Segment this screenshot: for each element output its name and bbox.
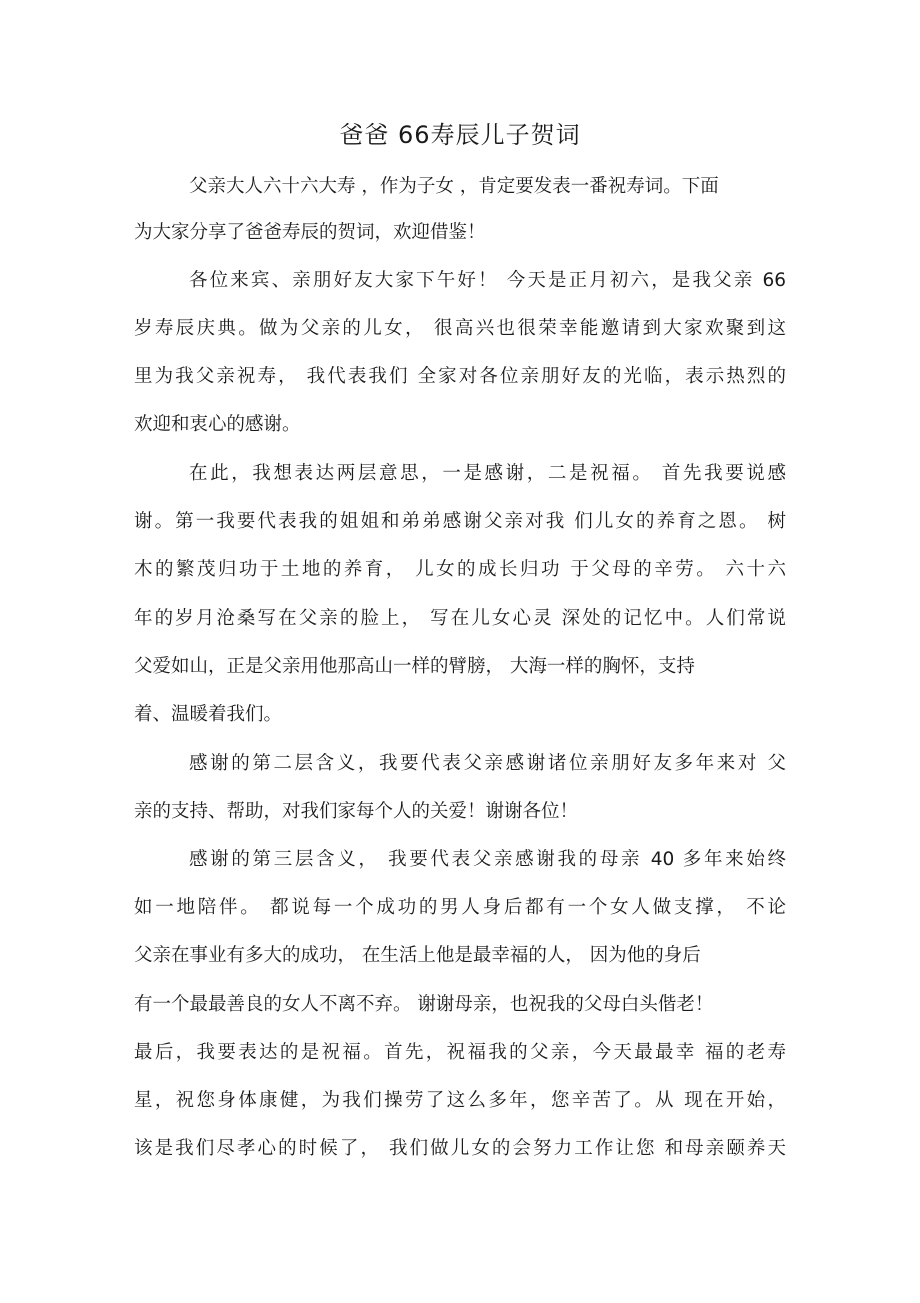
text-line-2: 为大家分享了爸爸寿辰的贺词，欢迎借鉴！ [134,222,486,243]
text-line-1: 父亲大人六十六大寿 ，作为子女 ，肯定要发表一番祝寿词。下面 [189,176,719,197]
text-line-13: 感谢的第二层含义，我要代表父亲感谢诸位亲朋好友多年来对 父 [189,753,786,774]
text-line-6: 欢迎和衷心的感谢。 [134,414,301,435]
text-line-3: 各位来宾、亲朋好友大家下午好！ 今天是正月初六，是我父亲 66 [189,270,786,291]
text-line-21: 该是我们尽孝心的时候了， 我们做儿女的会努力工作让您 和母亲颐养天 [134,1138,786,1159]
document-title: 爸爸 66寿辰儿子贺词 [339,121,581,149]
text-line-20: 星，祝您身体康健，为我们操劳了这么多年，您辛苦了。从 现在开始， [134,1090,786,1111]
text-line-9: 木的繁茂归功于土地的养育， 儿女的成长归功 于父母的辛劳。 六十六 [134,559,786,580]
text-line-8: 谢。第一我要代表我的姐姐和弟弟感谢父亲对我 们儿女的养育之恩。 树 [134,511,786,532]
text-line-5: 里为我父亲祝寿， 我代表我们 全家对各位亲朋好友的光临，表示热烈的 [134,366,786,387]
text-line-7: 在此，我想表达两层意思，一是感谢，二是祝福。 首先我要说感 [189,463,786,484]
text-line-17: 父亲在事业有多大的成功， 在生活上他是最幸福的人， 因为他的身后 [134,945,701,966]
text-line-12: 着、温暖着我们。 [134,704,283,725]
text-line-11: 父爱如山，正是父亲用他那高山一样的臂膀， 大海一样的胸怀，支持 [134,656,695,677]
text-line-4: 岁寿辰庆典。做为父亲的儿女， 很高兴也很荣幸能邀请到大家欢聚到这 [134,318,786,339]
text-line-18: 有一个最最善良的女人不离不弃。 谢谢母亲，也祝我的父母白头偕老！ [134,994,714,1015]
text-line-16: 如一地陪伴。 都说每一个成功的男人身后都有一个女人做支撑， 不论 [134,897,786,918]
text-line-14: 亲的支持、帮助，对我们家每个人的关爱！谢谢各位！ [134,801,579,822]
text-line-10: 年的岁月沧桑写在父亲的脸上， 写在儿女心灵 深处的记忆中。人们常说 [134,608,786,629]
text-line-15: 感谢的第三层含义， 我要代表父亲感谢我的母亲 40 多年来始终 [189,849,786,870]
text-line-19: 最后，我要表达的是祝福。首先，祝福我的父亲，今天最最幸 福的老寿 [134,1042,786,1063]
